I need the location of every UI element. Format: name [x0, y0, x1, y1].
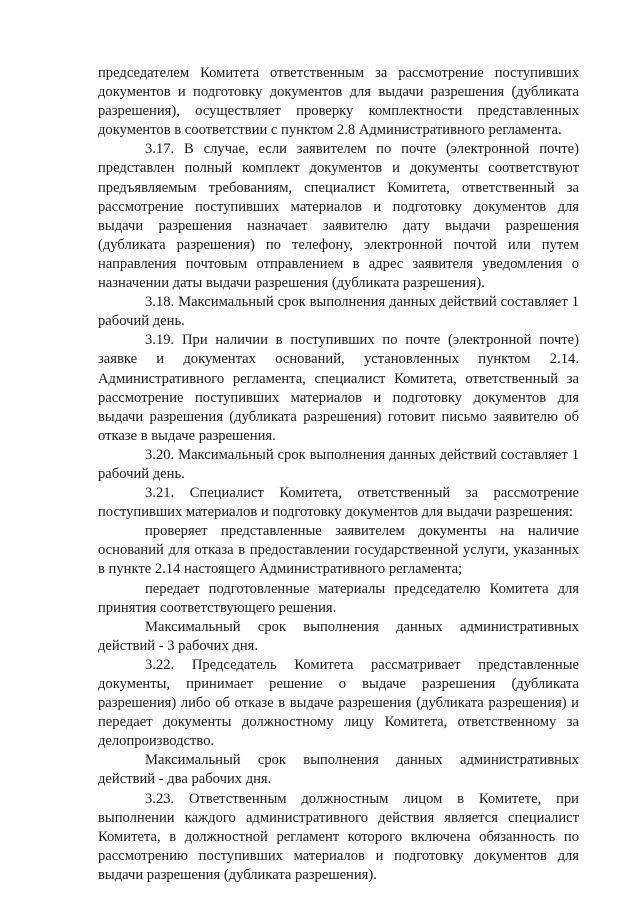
paragraph-3-17: 3.17. В случае, если заявителем по почте (электронной почте) представлен полный комплект документов и документы соответствуют предъявляемым требованиям, специалист Комитета, ответственный за рассмотрение поступивших материалов и подготовку документов для выдачи разрешения назначает заявителю дату выдачи разрешения (дубликата разрешения) по телефону, электронной почтой или путем направления почтовым отправлением в адрес заявителя уведомления о назначении даты выдачи разрешения (дубликата разрешения). — [98, 141, 579, 292]
paragraph-max-term-3-days: Максимальный срок выполнения данных административных действий - 3 рабочих дня. — [98, 618, 579, 654]
paragraph-3-18: 3.18. Максимальный срок выполнения данных действий составляет 1 рабочий день. — [98, 294, 579, 330]
document-page — [98, 64, 579, 885]
paragraph-3-20: 3.20. Максимальный срок выполнения данных действий составляет 1 рабочий день. — [98, 446, 579, 482]
paragraph-intro: председателем Комитета ответственным за рассмотрение поступивших документов и подготовку документов для выдачи разрешения (дубликата разрешения), осуществляет проверку комплектности представленных документов в соответствии с пунктом 2.8 Административного регламента. — [98, 65, 579, 139]
paragraph-3-22: 3.22. Председатель Комитета рассматривает представленные документы, принимает решение о выдаче разрешения (дубликата разрешения) либо об отказе в выдаче разрешения (дубликата разрешения) и передает документы должностному лицу Комитета, ответственному за делопроизводство. — [98, 656, 579, 750]
paragraph-3-21-check: проверяет представленные заявителем документы на наличие оснований для отказа в предоставлении государственной услуги, указанных в пункте 2.14 настоящего Административного регламента; — [98, 523, 579, 578]
paragraph-3-21: 3.21. Специалист Комитета, ответственный за рассмотрение поступивших материалов и подготовку документов для выдачи разрешения: — [98, 485, 579, 521]
paragraph-3-23: 3.23. Ответственным должностным лицом в Комитете, при выполнении каждого административного действия является специалист Комитета, в должностной регламент которого включена обязанность по рассмотрению поступивших материалов и подготовку документов для выдачи разрешения (дубликата разрешения). — [98, 790, 579, 883]
paragraph-max-term-2-days: Максимальный срок выполнения данных административных действий - два рабочих дня. — [98, 752, 579, 788]
paragraph-3-19: 3.19. При наличии в поступивших по почте (электронной почте) заявке и документах оснований, установленных пунктом 2.14. Административного регламента, специалист Комитета, ответственный за рассмотрение поступивших материалов и подготовку документов для выдачи разрешения (дубликата разрешения) готовит письмо заявителю об отказе в выдаче разрешения. — [98, 332, 579, 444]
paragraph-3-21-transfer: передает подготовленные материалы председателю Комитета для принятия соответствующего решения. — [98, 580, 579, 616]
